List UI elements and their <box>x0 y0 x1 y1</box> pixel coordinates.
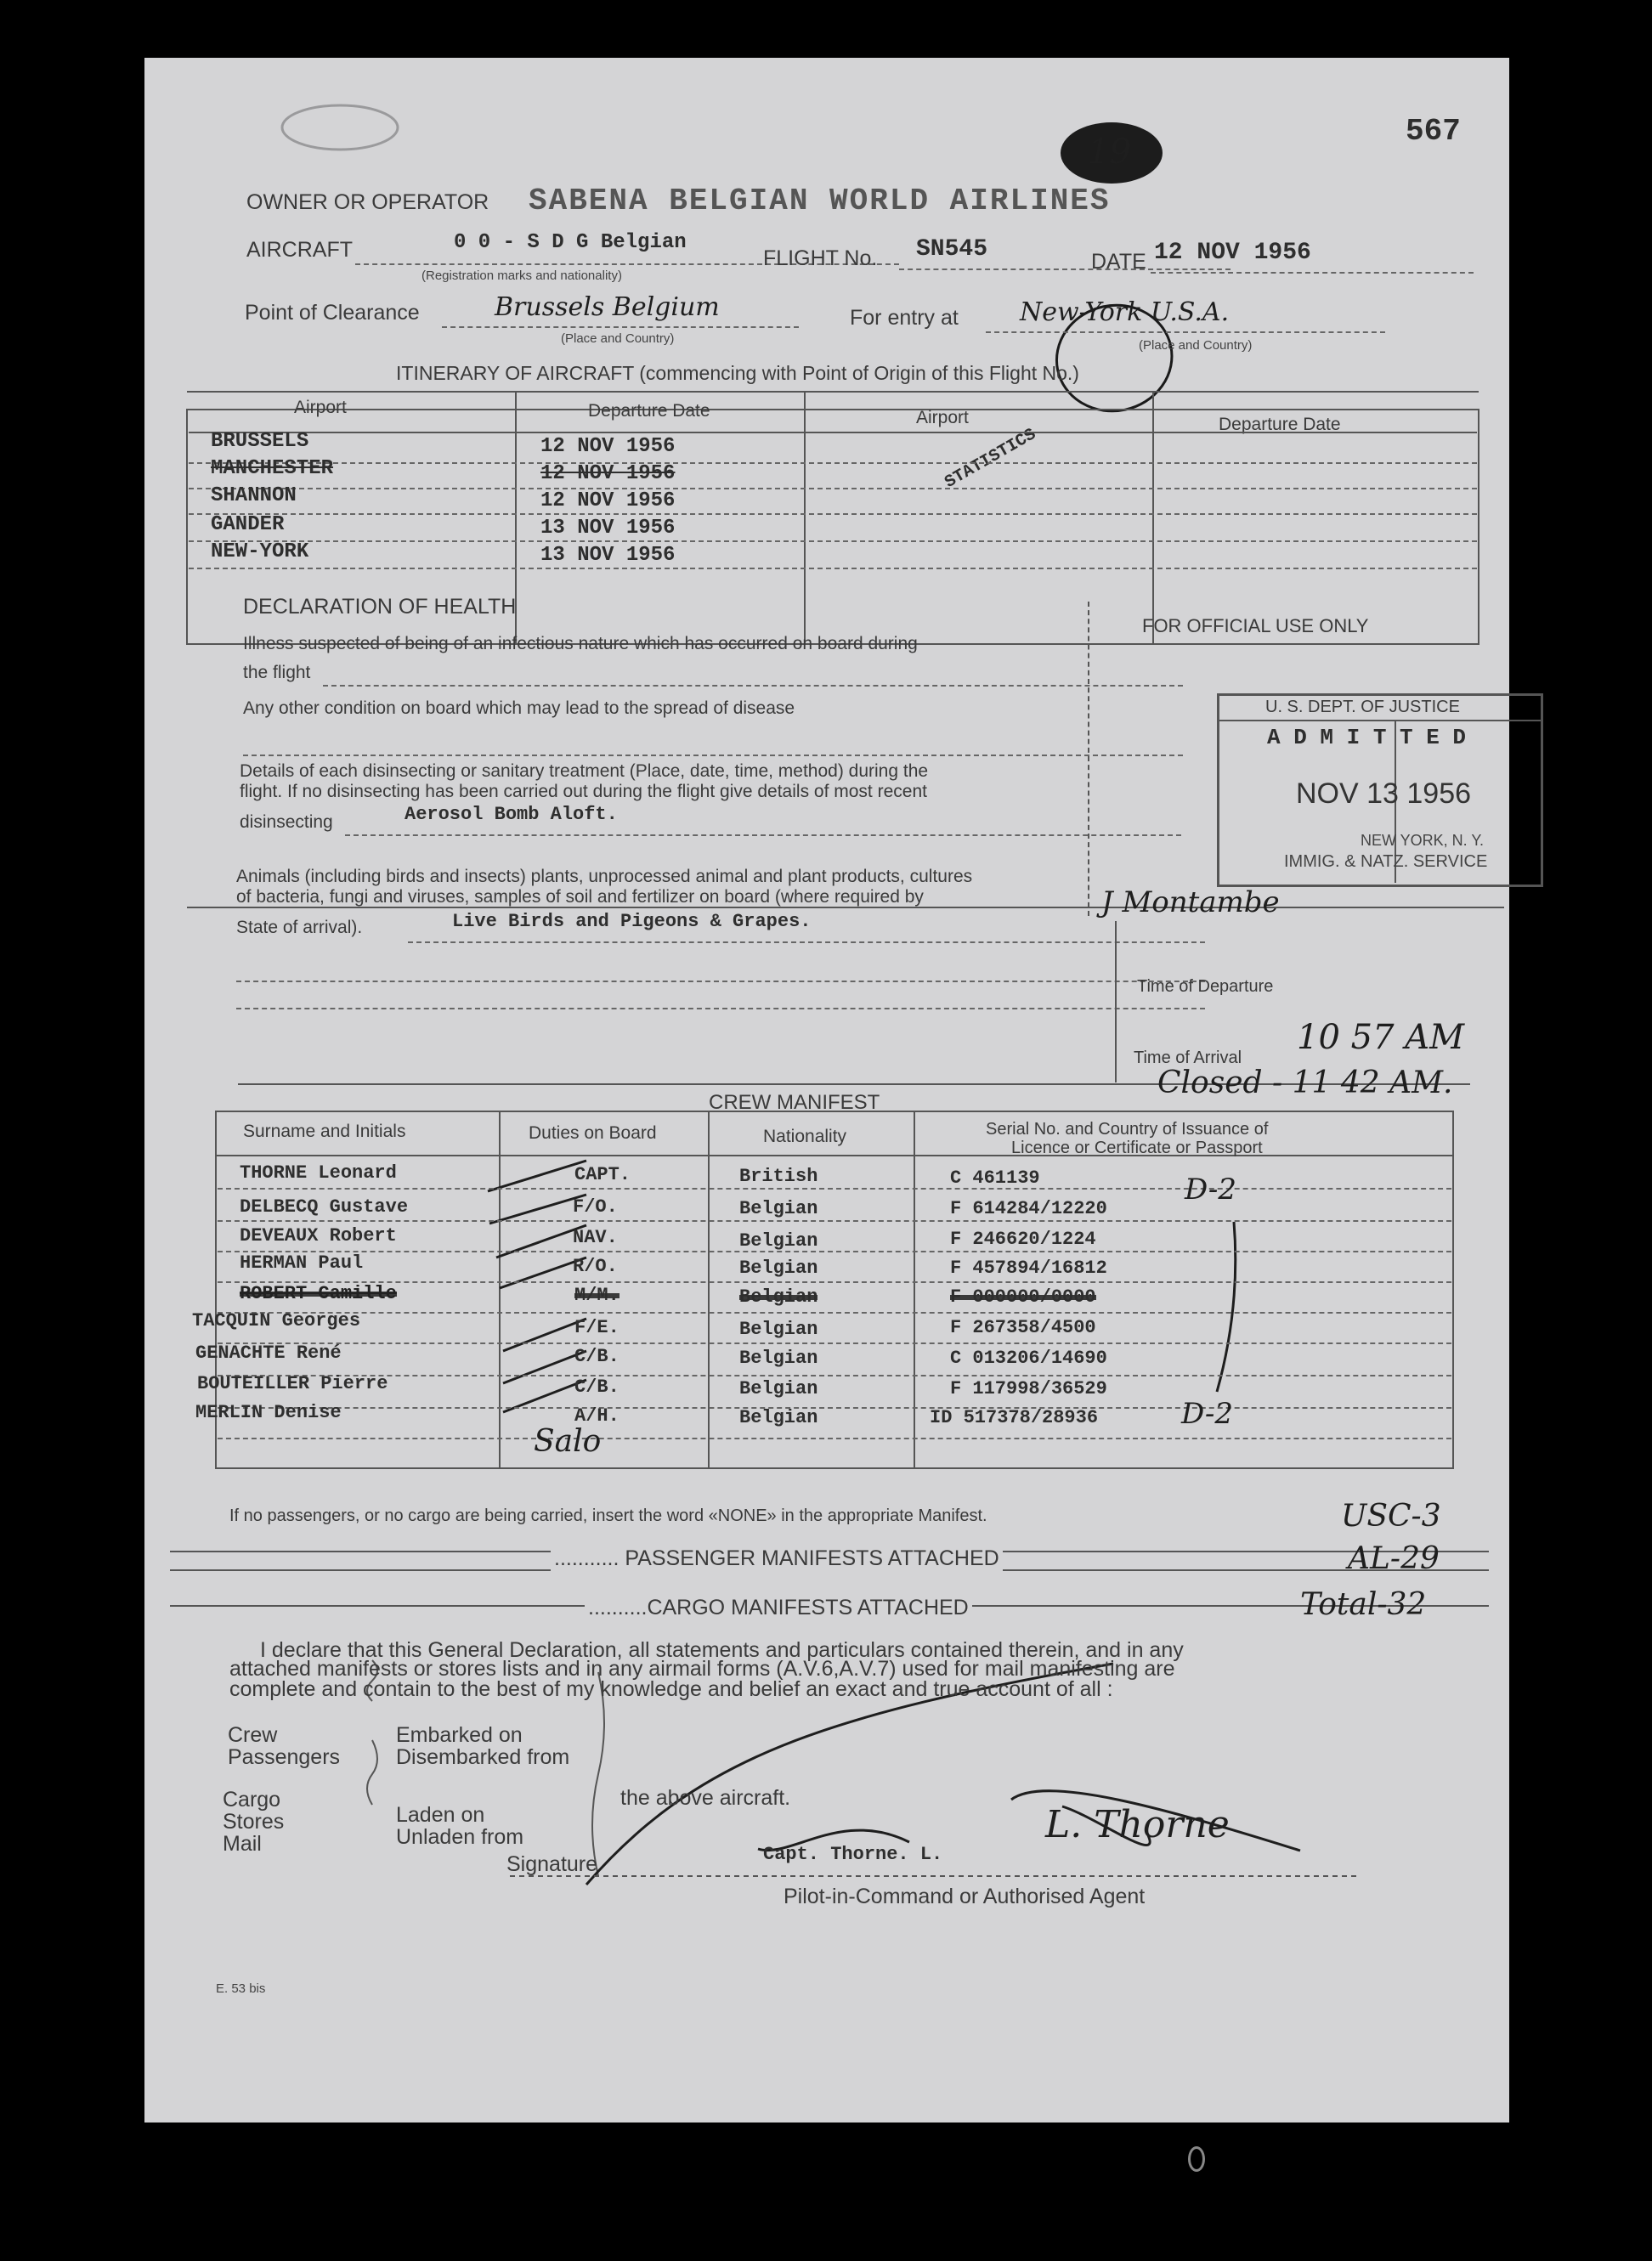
admitted-stamp <box>1217 693 1543 887</box>
crew-serial-3: F 246620/1224 <box>950 1229 1096 1250</box>
signer-name: Capt. Thorne. L. <box>763 1844 943 1865</box>
crew-title: CREW MANIFEST <box>709 1091 880 1114</box>
health-details-2: flight. If no disinsecting has been carried out during the flight give details of most recent <box>240 782 927 801</box>
crew-duty-1: CAPT. <box>574 1164 631 1185</box>
crew-duty-3: NAV. <box>573 1227 618 1248</box>
crew-col-nationality: Nationality <box>763 1127 847 1146</box>
health-illness-2: the flight <box>243 663 311 682</box>
itinerary-date-3: 12 NOV 1956 <box>540 489 676 512</box>
manifest-note-usc: USC-3 <box>1341 1499 1441 1534</box>
itinerary-date-2: 12 NOV 1956 <box>540 462 676 485</box>
declaration-above-aircraft: the above aircraft. <box>620 1786 791 1810</box>
stamp-dept: U. S. DEPT. OF JUSTICE <box>1265 698 1460 716</box>
form-code: E. 53 bis <box>216 1981 266 1996</box>
crew-col-serial-2: Licence or Certificate or Passport <box>1011 1139 1263 1157</box>
itinerary-airport-5: NEW-YORK <box>211 540 309 563</box>
health-illness-1: Illness suspected of being of an infectious nature which has occurred on board during <box>243 634 918 653</box>
crew-nat-6: Belgian <box>739 1319 818 1340</box>
stamp-admitted: A D M I T T E D <box>1267 725 1467 750</box>
crew-duty-6: F/E. <box>574 1317 620 1338</box>
crew-nat-3: Belgian <box>739 1230 818 1252</box>
animals-value: Live Birds and Pigeons & Grapes. <box>452 911 812 932</box>
itinerary-col-departure-2: Departure Date <box>1219 415 1341 434</box>
crew-serial-2: F 614284/12220 <box>950 1198 1107 1219</box>
animals-text-1: Animals (including birds and insects) plants, unprocessed animal and plant products, cultures <box>236 867 973 886</box>
crew-name-2: DELBECQ Gustave <box>240 1196 409 1218</box>
crew-nat-2: Belgian <box>739 1198 818 1219</box>
page-number: 567 <box>1406 114 1461 149</box>
declaration-passengers: Passengers <box>228 1745 341 1769</box>
clearance-label: Point of Clearance <box>245 301 420 325</box>
crew-serial-8: F 117998/36529 <box>950 1378 1107 1399</box>
passenger-manifests: ........... PASSENGER MANIFESTS ATTACHED <box>551 1546 1003 1571</box>
owner-label: OWNER OR OPERATOR <box>246 190 489 214</box>
declaration-line-3: complete and contain to the best of my knowledge and belief an exact and true account of all : <box>229 1677 1113 1701</box>
itinerary-airport-3: SHANNON <box>211 484 297 507</box>
crew-duty-9: A/H. <box>574 1405 620 1427</box>
stamp-place: NEW YORK, N. Y. <box>1361 832 1485 849</box>
crew-nat-9: Belgian <box>739 1407 818 1428</box>
manifests-note: If no passengers, or no cargo are being carried, insert the word «NONE» in the appropriate Manifest. <box>229 1506 987 1525</box>
health-details-3: disinsecting <box>240 812 333 832</box>
entry-label: For entry at <box>850 306 959 330</box>
aircraft-value: 0 0 - S D G Belgian <box>454 231 687 254</box>
crew-duty-7: C/B. <box>574 1346 620 1367</box>
crew-col-duties: Duties on Board <box>529 1123 657 1143</box>
flight-label: FLIGHT No. <box>763 246 878 270</box>
time-arrival-value: 10 57 AM <box>1297 1018 1465 1057</box>
crew-mark-2: D-2 <box>1181 1397 1234 1431</box>
declaration-crew: Crew <box>228 1723 278 1747</box>
flight-value: SN545 <box>916 236 988 263</box>
declaration-cargo: Cargo <box>223 1788 281 1812</box>
animals-text-3: State of arrival). <box>236 918 363 937</box>
crew-serial-6: F 267358/4500 <box>950 1317 1096 1338</box>
declaration-laden: Laden on <box>396 1803 485 1827</box>
crew-name-3: DEVEAUX Robert <box>240 1225 397 1246</box>
crew-name-1: THORNE Leonard <box>240 1162 397 1184</box>
declaration-embarked: Embarked on <box>396 1723 523 1747</box>
faded-stamp-mark <box>282 105 398 150</box>
health-other-condition: Any other condition on board which may lead to the spread of disease <box>243 698 795 718</box>
entry-value: New-York U.S.A. <box>1020 297 1230 327</box>
crew-col-surname: Surname and Initials <box>243 1122 406 1141</box>
film-mark <box>1188 2146 1205 2172</box>
statistics-stamp: STATISTICS <box>942 424 1040 493</box>
crew-serial-4: F 457894/16812 <box>950 1258 1107 1279</box>
declaration-stores: Stores <box>223 1810 285 1834</box>
pilot-signature: L. Thorne <box>1045 1803 1230 1846</box>
stamp-service: IMMIG. & NATZ. SERVICE <box>1284 852 1488 871</box>
itinerary-airport-1: BRUSSELS <box>211 430 309 453</box>
crew-serial-9: ID 517378/28936 <box>930 1407 1099 1428</box>
itinerary-col-airport-2: Airport <box>916 408 969 427</box>
animals-text-2: of bacteria, fungi and viruses, samples of soil and fertilizer on board (where required by <box>236 887 924 907</box>
crew-name-6: TACQUIN Georges <box>192 1310 361 1331</box>
crew-serial-5: F 000000/0000 <box>950 1286 1096 1308</box>
health-title: DECLARATION OF HEALTH <box>243 595 517 619</box>
clearance-note: (Place and Country) <box>561 331 675 346</box>
itinerary-col-departure: Departure Date <box>588 401 710 421</box>
date-label: DATE <box>1091 250 1146 274</box>
crew-name-7: GENACHTE René <box>195 1342 342 1364</box>
itinerary-date-1: 12 NOV 1956 <box>540 435 676 458</box>
stamp-date: NOV 13 1956 <box>1296 777 1472 810</box>
cargo-manifests: ..........CARGO MANIFESTS ATTACHED <box>585 1596 972 1620</box>
manifest-note-al: AL-29 <box>1348 1541 1440 1576</box>
crew-nat-1: British <box>739 1166 818 1187</box>
closed-note: Closed - 11 42 AM. <box>1157 1065 1453 1100</box>
crew-serial-1: C 461139 <box>950 1167 1040 1189</box>
health-details-1: Details of each disinsecting or sanitary treatment (Place, date, time, method) during the <box>240 761 929 781</box>
declaration-mail: Mail <box>223 1832 262 1856</box>
date-value: 12 NOV 1956 <box>1154 240 1311 266</box>
declaration-line-2: attached manifests or stores lists and in any airmail forms (A.V.6,A.V.7) used for mail manifesting are <box>229 1657 1175 1681</box>
itinerary-col-airport: Airport <box>294 398 347 417</box>
owner-value: SABENA BELGIAN WORLD AIRLINES <box>529 184 1111 218</box>
declaration-unladen: Unladen from <box>396 1825 524 1849</box>
itinerary-airport-2: MANCHESTER <box>211 457 334 480</box>
crew-duty-8: C/B. <box>574 1376 620 1398</box>
crew-serial-7: C 013206/14690 <box>950 1348 1107 1369</box>
itinerary-title: ITINERARY OF AIRCRAFT (commencing with Point of Origin of this Flight No.) <box>396 362 1079 384</box>
crew-name-5: ROBERT Camille <box>240 1283 397 1304</box>
official-title: FOR OFFICIAL USE ONLY <box>1142 615 1369 636</box>
time-arrival-label: Time of Arrival <box>1134 1049 1242 1067</box>
circled-number: 19 <box>1088 133 1131 172</box>
signature-label: Signature <box>506 1852 598 1876</box>
crew-mark-1: D-2 <box>1185 1173 1237 1207</box>
crew-nat-4: Belgian <box>739 1258 818 1279</box>
itinerary-airport-4: GANDER <box>211 513 285 536</box>
aircraft-note: (Registration marks and nationality) <box>421 268 622 283</box>
crew-col-serial-1: Serial No. and Country of Issuance of <box>986 1120 1269 1139</box>
crew-duty-4: R/O. <box>573 1256 618 1277</box>
manifest-note-total: Total-32 <box>1300 1587 1427 1622</box>
declaration-line-1: I declare that this General Declaration, all statements and particulars contained therein, and in any <box>260 1638 1184 1662</box>
aircraft-label: AIRCRAFT <box>246 238 353 262</box>
time-departure-label: Time of Departure <box>1137 977 1274 996</box>
pilot-label: Pilot-in-Command or Authorised Agent <box>784 1885 1146 1908</box>
crew-name-9: MERLIN Denise <box>195 1402 342 1423</box>
entry-note: (Place and Country) <box>1139 338 1253 353</box>
crew-duty-2: F/O. <box>573 1196 618 1218</box>
clearance-value: Brussels Belgium <box>495 292 720 322</box>
crew-nat-5: Belgian <box>739 1286 818 1308</box>
crew-scribble: Salo <box>534 1424 602 1459</box>
disinsecting-value: Aerosol Bomb Aloft. <box>405 804 618 825</box>
itinerary-date-4: 13 NOV 1956 <box>540 517 676 540</box>
inspector-signature: J Montambe <box>1101 885 1280 919</box>
document-page <box>144 58 1509 2123</box>
crew-nat-7: Belgian <box>739 1348 818 1369</box>
crew-name-4: HERMAN Paul <box>240 1252 364 1274</box>
declaration-disembarked: Disembarked from <box>396 1745 570 1769</box>
crew-duty-5: M/M. <box>574 1285 620 1306</box>
itinerary-date-5: 13 NOV 1956 <box>540 544 676 567</box>
crew-name-8: BOUTEILLER Pierre <box>197 1373 388 1394</box>
crew-nat-8: Belgian <box>739 1378 818 1399</box>
